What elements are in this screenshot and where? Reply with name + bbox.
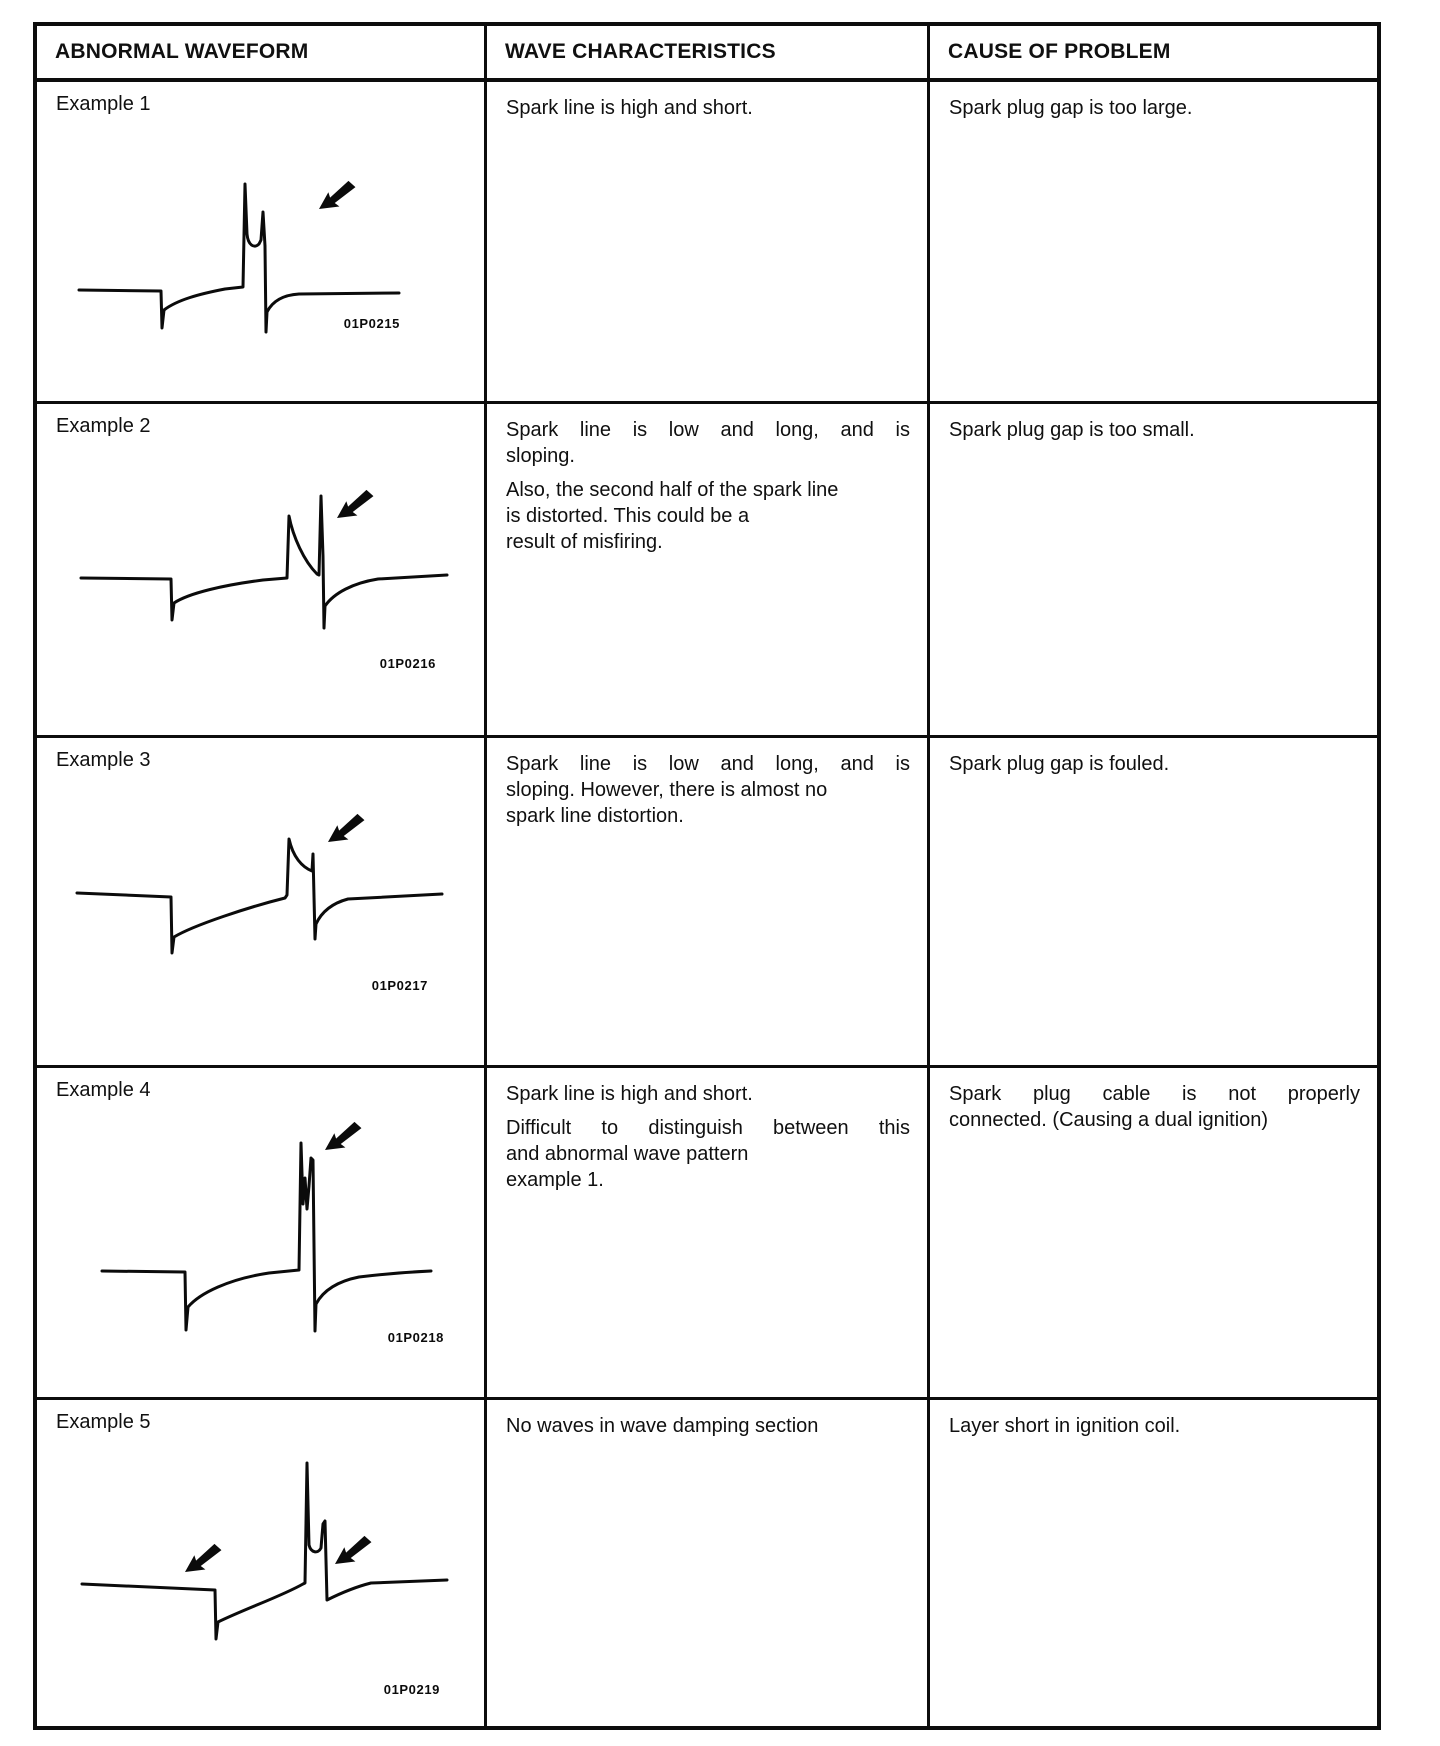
characteristic-text: Also, the second half of the spark line xyxy=(506,479,839,501)
waveform-figure-3 xyxy=(37,738,484,1065)
characteristic-text: Spark line is high and short. xyxy=(506,1083,753,1105)
characteristic-text: spark line distortion. xyxy=(506,805,684,827)
characteristic-text: No waves in wave damping section xyxy=(506,1415,819,1437)
cause-text: Layer short in ignition coil. xyxy=(949,1415,1181,1437)
figure-code: 01P0215 xyxy=(343,316,400,331)
waveform-trace xyxy=(102,1143,431,1331)
cause-cell-4 xyxy=(930,1068,1377,1400)
waveform-cell-example-3 xyxy=(37,738,487,1068)
characteristic-text: sloping. However, there is almost no xyxy=(506,779,828,801)
pointer-arrow-icon xyxy=(323,811,368,849)
waveform-figure-2 xyxy=(37,404,484,735)
characteristic-text: Spark line is low and long, and is xyxy=(506,419,910,441)
cause-cell-5 xyxy=(930,1400,1377,1726)
figure-code: 01P0216 xyxy=(379,656,436,671)
header-cause-of-problem xyxy=(930,26,1377,82)
example-label: Example 5 xyxy=(56,1411,151,1433)
waveform-trace xyxy=(79,184,399,332)
characteristics-cell-4 xyxy=(487,1068,930,1400)
characteristic-text: and abnormal wave pattern xyxy=(506,1143,749,1165)
waveform-trace xyxy=(81,496,447,628)
cause-text: Spark plug gap is fouled. xyxy=(949,753,1170,775)
pointer-arrow-icon xyxy=(320,1119,365,1157)
waveform-figure-1 xyxy=(37,82,484,401)
header-abnormal-waveform xyxy=(37,26,487,82)
characteristics-cell-1 xyxy=(487,82,930,404)
cause-cell-2 xyxy=(930,404,1377,738)
pointer-arrow-icon xyxy=(314,178,359,216)
waveform-cell-example-5 xyxy=(37,1400,487,1726)
characteristic-text: example 1. xyxy=(506,1169,604,1191)
header-label: WAVE CHARACTERISTICS xyxy=(505,40,776,63)
cause-cell-1 xyxy=(930,82,1377,404)
waveform-trace xyxy=(77,839,442,953)
cause-text: Spark plug cable is not properly xyxy=(949,1083,1360,1105)
characteristic-text: Spark line is high and short. xyxy=(506,97,753,119)
characteristic-text: Difficult to distinguish between this xyxy=(506,1117,910,1139)
waveform-figure-4 xyxy=(37,1068,484,1397)
characteristic-text: Spark line is low and long, and is xyxy=(506,753,910,775)
figure-code: 01P0217 xyxy=(371,978,428,993)
example-label: Example 1 xyxy=(56,93,151,115)
characteristics-cell-5 xyxy=(487,1400,930,1726)
characteristics-cell-2 xyxy=(487,404,930,738)
cause-cell-3 xyxy=(930,738,1377,1068)
cause-text: Spark plug gap is too small. xyxy=(949,419,1195,441)
example-label: Example 3 xyxy=(56,749,151,771)
pointer-arrow-icon xyxy=(332,487,377,525)
example-label: Example 2 xyxy=(56,415,151,437)
example-label: Example 4 xyxy=(56,1079,151,1101)
characteristics-cell-3 xyxy=(487,738,930,1068)
characteristic-text: sloping. xyxy=(506,445,575,467)
characteristic-text: result of misfiring. xyxy=(506,531,663,553)
header-label: ABNORMAL WAVEFORM xyxy=(55,40,309,63)
waveform-cell-example-2 xyxy=(37,404,487,738)
figure-code: 01P0218 xyxy=(387,1330,444,1345)
pointer-arrow-icon xyxy=(330,1533,375,1571)
characteristic-text: is distorted. This could be a xyxy=(506,505,750,527)
waveform-cell-example-1 xyxy=(37,82,487,404)
header-wave-characteristics xyxy=(487,26,930,82)
header-label: CAUSE OF PROBLEM xyxy=(948,40,1171,63)
waveform-cell-example-4 xyxy=(37,1068,487,1400)
pointer-arrow-icon xyxy=(180,1541,225,1579)
cause-text: Spark plug gap is too large. xyxy=(949,97,1193,119)
waveform-trace xyxy=(82,1463,447,1639)
cause-text: connected. (Causing a dual ignition) xyxy=(949,1109,1269,1131)
waveform-figure-5 xyxy=(37,1400,484,1722)
figure-code: 01P0219 xyxy=(383,1682,440,1697)
waveform-diagnosis-table xyxy=(33,22,1381,1730)
